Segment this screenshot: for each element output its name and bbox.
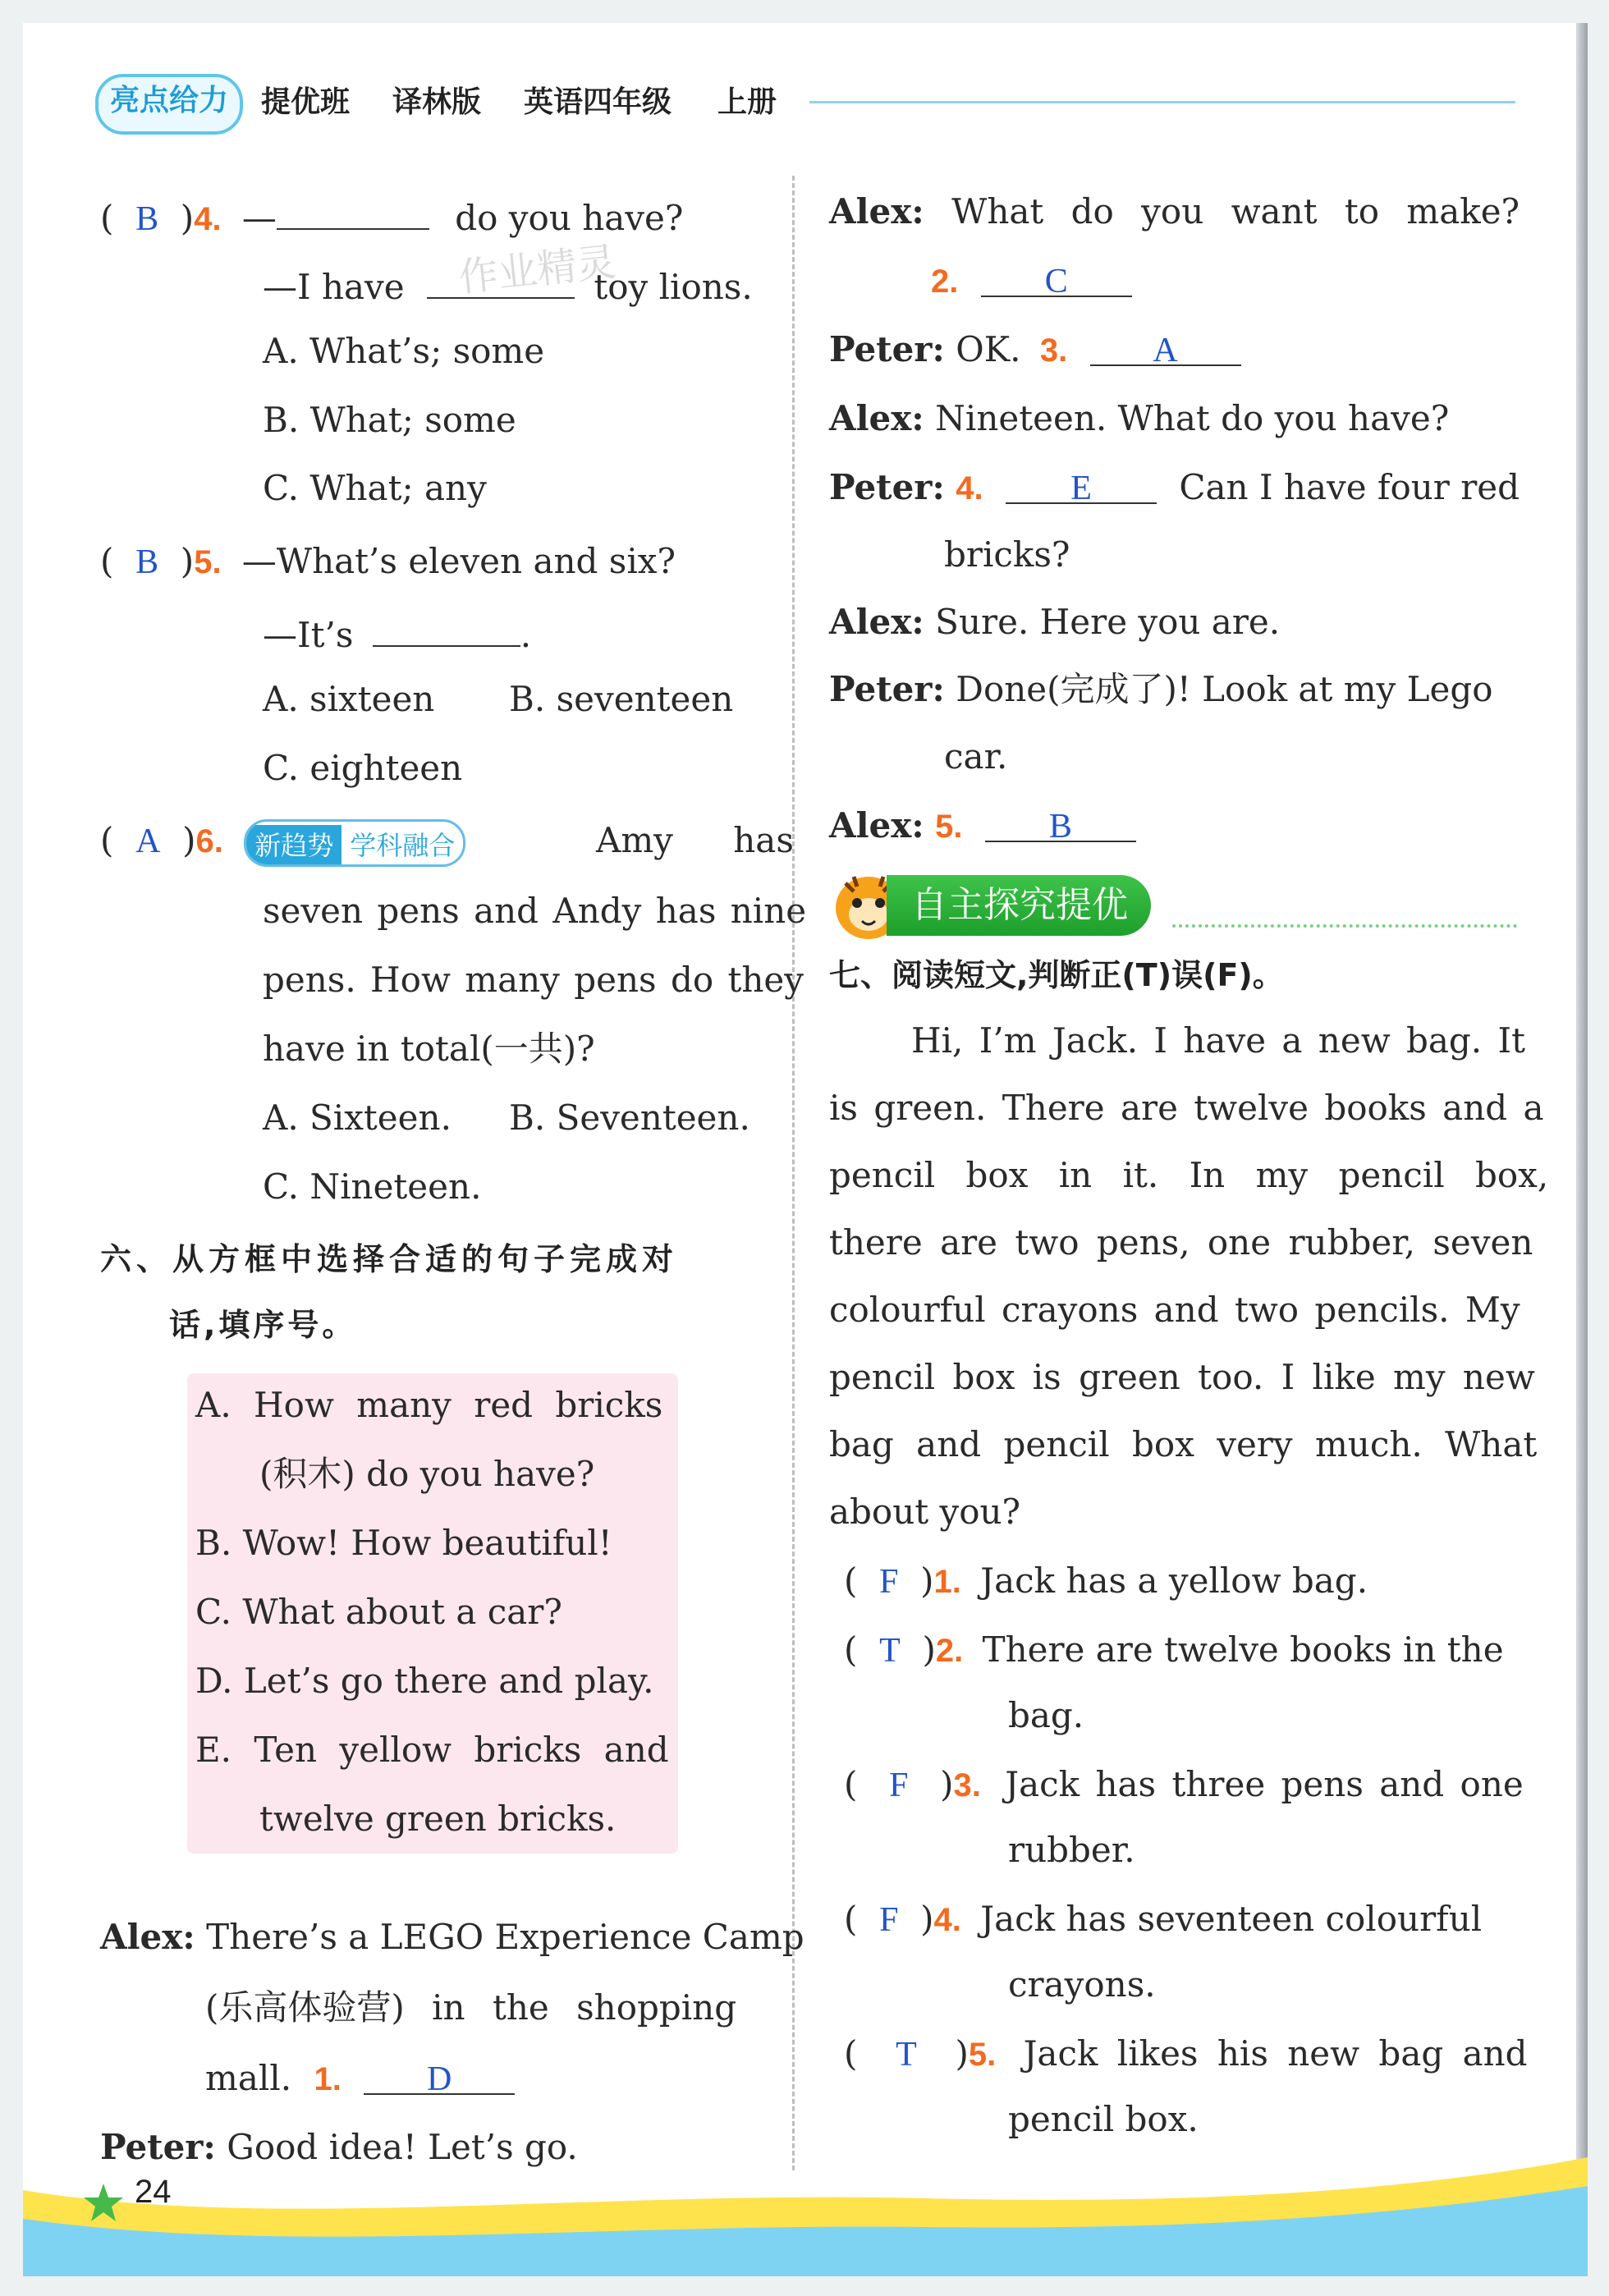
- peter1-text: Good idea! Let’s go.: [227, 2127, 578, 2167]
- alex3-text: Nineteen. What do you have?: [935, 398, 1450, 438]
- section6-title-line1: 六、从方框中选择合适的句子完成对: [100, 1241, 679, 1277]
- q5-text2b: .: [520, 615, 532, 655]
- tf-item-3-answer: F: [889, 1767, 909, 1804]
- passage-line8: about you?: [829, 1492, 1021, 1532]
- alex1-line3: [205, 2057, 515, 2101]
- header-rule: [809, 101, 1515, 103]
- alex4-speaker: Alex:: [829, 602, 924, 642]
- q4-text1: do you have?: [455, 198, 684, 238]
- q4-option-b: B. What; some: [263, 400, 516, 440]
- peter4-line: [829, 668, 1493, 711]
- blank2-number: 2.: [931, 264, 959, 300]
- peter1-speaker: Peter:: [100, 2127, 216, 2167]
- q4-line2: [263, 261, 753, 309]
- trend-badge-right: 学科融合: [342, 825, 463, 866]
- peter4-text: Done(完成了)! Look at my Lego: [956, 669, 1493, 709]
- q6-text4: have in total(一共)?: [263, 1029, 595, 1069]
- blank3-number: 3.: [1039, 332, 1068, 369]
- alex1-text2: (乐高体验营) in the shopping: [205, 1987, 737, 2028]
- trend-badge: [244, 819, 465, 867]
- tf-item-2-number: 2.: [935, 1633, 964, 1669]
- alex1-line1: [100, 1916, 804, 1959]
- tf-item-1-number: 1.: [933, 1564, 961, 1600]
- passage-line4: there are two pens, one rubber, seven: [829, 1222, 1533, 1263]
- tf-item-5-answer: T: [896, 2036, 917, 2074]
- q6-number: 6.: [195, 823, 223, 859]
- q4-line1: ( B )4. — do you have?: [100, 192, 683, 241]
- passage-line2: is green. There are twelve books and a: [829, 1088, 1544, 1128]
- class-name: 提优班: [261, 85, 351, 119]
- box-option-b: B. Wow! How beautiful!: [195, 1523, 612, 1563]
- blank4: [1006, 466, 1157, 507]
- series-logo: 亮点给力: [95, 74, 243, 135]
- tf-item-5-number: 5.: [968, 2037, 997, 2073]
- alex3-line: [829, 397, 1449, 440]
- page-edge: [1576, 23, 1588, 2276]
- passage-line7: bag and pencil box very much. What: [829, 1424, 1538, 1464]
- q4-number: 4.: [194, 201, 222, 237]
- q4-text2b: toy lions.: [594, 267, 753, 307]
- blank3-answer: A: [1153, 332, 1178, 369]
- tf-item-2-text: There are twelve books in the: [982, 1629, 1504, 1670]
- q4-text2a: —I have: [263, 267, 405, 307]
- q4-dash: —: [241, 198, 277, 238]
- q4-blank1: [277, 192, 429, 230]
- peter3-text2: bricks?: [944, 534, 1070, 575]
- tf-item-3: ( F )3. Jack has three pens and one: [844, 1764, 1524, 1804]
- q6-option-a: A. Sixteen.: [263, 1098, 452, 1138]
- q6-text1: Amy has: [596, 820, 794, 860]
- peter2-speaker: Peter:: [829, 329, 945, 369]
- tf-item-1-answer: F: [879, 1563, 899, 1601]
- blank2-line: [931, 259, 1132, 303]
- q5-text1: —What’s eleven and six?: [241, 541, 676, 581]
- tf-item-4: ( F )4. Jack has seventeen colourful: [844, 1899, 1483, 1939]
- alex2-speaker: Alex:: [829, 191, 924, 231]
- alex2-line: [829, 190, 1520, 233]
- peter3-speaker: Peter:: [829, 467, 945, 507]
- edition: 译林版: [392, 85, 482, 119]
- star-icon: [80, 2180, 126, 2226]
- blank5-number: 5.: [935, 809, 963, 845]
- peter3-text: Can I have four red: [1179, 467, 1520, 507]
- tf-item-5-text: Jack likes his new bag and: [1023, 2033, 1528, 2074]
- section7-title: 七、阅读短文,判断正(T)误(F)。: [829, 957, 1284, 993]
- q6-text1-wrap: [596, 819, 794, 862]
- box-option-e2: twelve green bricks.: [259, 1799, 617, 1839]
- tf-item-2-answer: T: [879, 1632, 901, 1670]
- blank5: [985, 804, 1136, 846]
- banner-dots: [1172, 924, 1517, 928]
- q4-option-c: C. What; any: [263, 468, 487, 508]
- blank3: [1090, 328, 1241, 369]
- blank1-answer: D: [427, 2060, 452, 2098]
- section-banner: 自主探究提优: [887, 875, 1151, 936]
- alex1-text1: There’s a LEGO Experience Camp: [206, 1917, 804, 1957]
- tf-item-2: ( T )2. There are twelve books in the: [844, 1629, 1504, 1670]
- box-option-a1: A. How many red bricks: [195, 1385, 663, 1425]
- blank2: [981, 259, 1132, 300]
- passage-line6: pencil box is green too. I like my new: [829, 1357, 1535, 1397]
- tf-item-4-text: Jack has seventeen colourful: [980, 1899, 1483, 1939]
- passage-line3: pencil box in it. In my pencil box,: [829, 1155, 1549, 1195]
- q5-line1: ( B )5. —What’s eleven and six?: [100, 541, 676, 581]
- q5-option-b: B. seventeen: [509, 679, 734, 719]
- section6-title-line2: 话,填序号。: [169, 1307, 357, 1343]
- alex5-speaker: Alex:: [829, 805, 924, 846]
- q4-answer: B: [135, 200, 159, 238]
- tf-item-3-text2: rubber.: [1008, 1830, 1135, 1870]
- peter3-line: [829, 466, 1520, 510]
- tf-item-1-text: Jack has a yellow bag.: [980, 1560, 1368, 1601]
- alex4-text: Sure. Here you are.: [935, 602, 1281, 642]
- box-option-c: C. What about a car?: [195, 1592, 562, 1632]
- tf-item-5-text2: pencil box.: [1008, 2099, 1199, 2139]
- blank5-answer: B: [1048, 808, 1072, 846]
- q6-option-b: B. Seventeen.: [509, 1098, 750, 1138]
- trend-badge-left: 新趋势: [246, 825, 342, 866]
- q5-answer: B: [135, 543, 159, 581]
- tf-item-4-number: 4.: [933, 1902, 961, 1938]
- column-divider: [792, 176, 795, 2170]
- passage-line5: colourful crayons and two pencils. My: [829, 1290, 1520, 1330]
- tf-item-3-number: 3.: [953, 1767, 981, 1803]
- volume: 上册: [717, 85, 777, 119]
- watermark: 作业精灵: [456, 239, 618, 301]
- q5-text2a: —It’s: [263, 615, 354, 655]
- tf-item-3-text: Jack has three pens and one: [1005, 1764, 1524, 1804]
- tf-item-1: ( F )1. Jack has a yellow bag.: [844, 1560, 1368, 1601]
- blank4-number: 4.: [956, 470, 983, 506]
- q6-answer: A: [135, 823, 161, 860]
- alex1-speaker: Alex:: [100, 1917, 195, 1957]
- peter4-speaker: Peter:: [829, 669, 945, 709]
- blank1-number: 1.: [314, 2061, 342, 2097]
- footer-wave: [23, 2141, 1588, 2276]
- page: [23, 23, 1588, 2276]
- q6-line1: ( A )6. 新趋势 学科融合 Amy has: [100, 819, 773, 867]
- alex1-text3: mall.: [205, 2058, 292, 2098]
- blank1: [364, 2057, 515, 2098]
- tf-item-2-text2: bag.: [1008, 1695, 1084, 1735]
- tf-item-4-text2: crayons.: [1008, 1964, 1156, 2005]
- blank2-answer: C: [1044, 263, 1068, 300]
- alex2-text: What do you want to make?: [951, 191, 1520, 231]
- box-option-a2: (积木) do you have?: [259, 1454, 595, 1494]
- q5-line2: [263, 609, 531, 657]
- box-option-d: D. Let’s go there and play.: [195, 1661, 654, 1701]
- q5-option-c: C. eighteen: [263, 748, 463, 788]
- q5-option-a: A. sixteen: [263, 679, 435, 719]
- q6-text3: pens. How many pens do they: [263, 960, 804, 1000]
- q4-option-a: A. What’s; some: [263, 331, 545, 371]
- alex4-line: [829, 601, 1280, 644]
- box-option-e1: E. Ten yellow bricks and: [195, 1730, 669, 1770]
- blank4-answer: E: [1070, 470, 1092, 507]
- tf-item-5: ( T )5. Jack likes his new bag and: [844, 2033, 1528, 2074]
- q6-option-c: C. Nineteen.: [263, 1166, 482, 1207]
- passage-line1: Hi, I’m Jack. I have a new bag. It: [911, 1020, 1525, 1061]
- q4-blank2: [427, 261, 575, 299]
- page-number: 24: [135, 2174, 172, 2210]
- q5-number: 5.: [194, 544, 222, 580]
- alex5-line: [829, 804, 1136, 848]
- alex3-speaker: Alex:: [829, 398, 924, 438]
- peter2-line: [829, 328, 1241, 372]
- peter4-text2: car.: [944, 736, 1008, 777]
- peter2-text: OK.: [956, 329, 1021, 369]
- tf-item-4-answer: F: [879, 1901, 899, 1939]
- q5-blank: [373, 609, 520, 647]
- subject-grade: 英语四年级: [524, 85, 672, 119]
- q6-text2: seven pens and Andy has nine: [263, 891, 807, 931]
